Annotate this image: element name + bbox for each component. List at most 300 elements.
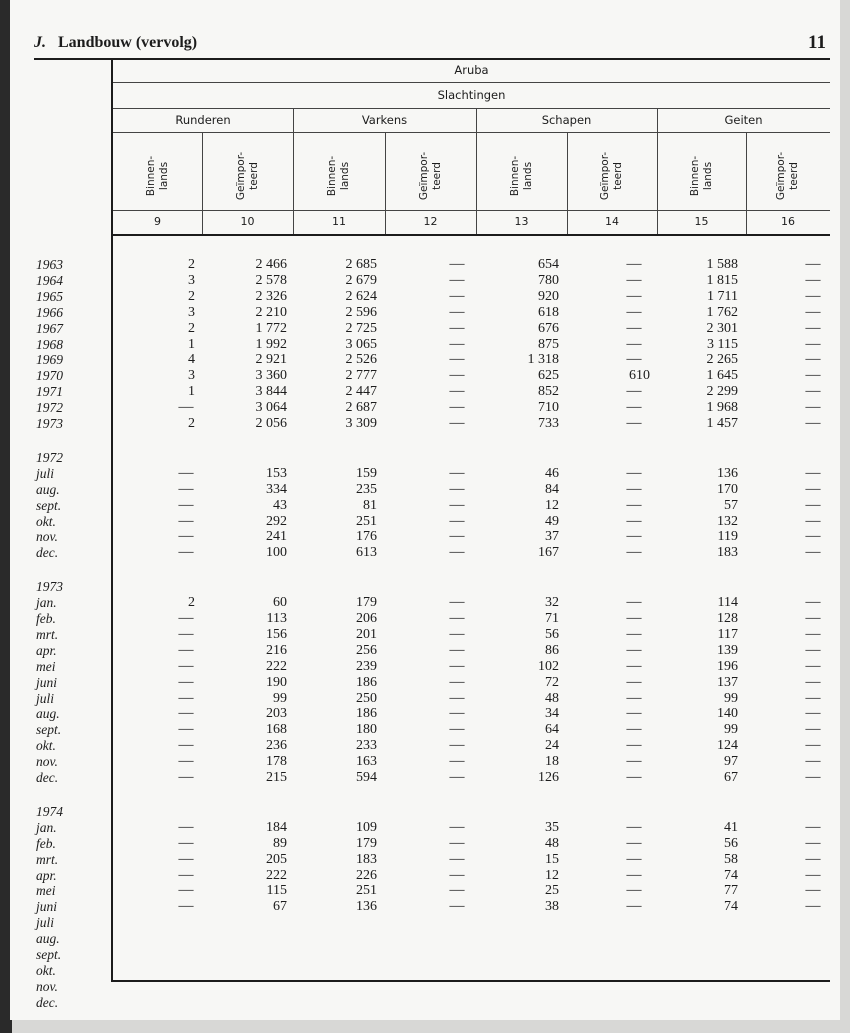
cell-dash-value: — bbox=[178, 480, 194, 497]
cell-value: 156 bbox=[266, 626, 287, 642]
cell-dash-value: — bbox=[178, 544, 194, 561]
cell-value: 875 bbox=[538, 336, 559, 352]
cell-dash-value: — bbox=[178, 625, 194, 642]
cell-value: 233 bbox=[356, 738, 377, 754]
cell-value: 3 064 bbox=[255, 400, 287, 416]
cell-value: 2 578 bbox=[255, 272, 287, 288]
cell-value: 251 bbox=[356, 513, 377, 529]
cell-value: 3 bbox=[188, 368, 195, 384]
cell-value: 196 bbox=[717, 658, 738, 674]
cell-dash-value: — bbox=[805, 287, 821, 304]
section-title: Landbouw (vervolg) bbox=[58, 34, 198, 51]
cell-value: 2 725 bbox=[345, 320, 377, 336]
cell-dash-value: — bbox=[805, 705, 821, 722]
column-number: 11 bbox=[332, 215, 346, 228]
cell-value: 920 bbox=[538, 288, 559, 304]
cell-value: 114 bbox=[717, 595, 738, 611]
cell-dash-value: — bbox=[449, 464, 465, 481]
cell-value: 654 bbox=[538, 257, 559, 272]
cell-value: 1 645 bbox=[706, 368, 738, 384]
cell-dash-value: — bbox=[178, 753, 194, 770]
cell-value: 236 bbox=[266, 738, 287, 754]
cell-value: 594 bbox=[356, 770, 377, 785]
row-label: 1973 bbox=[36, 416, 63, 431]
cell-value: 32 bbox=[545, 595, 559, 611]
row-label: 1965 bbox=[36, 288, 63, 304]
cell-value: 58 bbox=[724, 851, 738, 867]
cell-dash-value: — bbox=[805, 898, 821, 915]
row-label: juli bbox=[36, 465, 55, 481]
cell-value: 3 309 bbox=[345, 416, 377, 431]
cell-dash-value: — bbox=[626, 818, 642, 835]
cell-value: 38 bbox=[545, 899, 559, 915]
row-label: okt. bbox=[36, 962, 56, 978]
cell-dash-value: — bbox=[178, 818, 194, 835]
cell-dash-value: — bbox=[626, 415, 642, 431]
cell-value: 190 bbox=[266, 674, 287, 690]
cell-dash-value: — bbox=[805, 689, 821, 706]
cell-value: 1 bbox=[188, 336, 195, 352]
cell-dash-value: — bbox=[449, 641, 465, 658]
cell-value: 3 115 bbox=[707, 336, 738, 352]
row-label: 1971 bbox=[36, 384, 63, 400]
cell-value: 43 bbox=[273, 497, 287, 513]
cell-value: 15 bbox=[545, 851, 559, 867]
row-label: juni bbox=[36, 674, 58, 690]
cell-dash-value: — bbox=[805, 625, 821, 642]
cell-value: 128 bbox=[717, 611, 738, 626]
cell-dash-value: — bbox=[178, 610, 194, 626]
row-label: 1970 bbox=[36, 368, 63, 384]
cell-value: 4 bbox=[188, 352, 195, 368]
cell-dash-value: — bbox=[449, 769, 465, 785]
cell-value: 35 bbox=[545, 819, 559, 835]
sub-header: Binnen- lands bbox=[326, 155, 351, 197]
cell-dash-value: — bbox=[178, 528, 194, 545]
row-label: mrt. bbox=[36, 626, 59, 642]
cell-dash-value: — bbox=[805, 737, 821, 754]
page-header-title bbox=[34, 34, 197, 52]
cell-value: 2 596 bbox=[345, 304, 377, 320]
cell-value: 102 bbox=[538, 658, 559, 674]
cell-dash-value: — bbox=[626, 464, 642, 481]
cell-dash-value: — bbox=[178, 399, 194, 416]
cell-dash-value: — bbox=[178, 673, 194, 690]
cell-value: 12 bbox=[545, 867, 559, 883]
cell-dash-value: — bbox=[178, 882, 194, 899]
cell-dash-value: — bbox=[626, 351, 642, 368]
row-label: jan. bbox=[36, 819, 57, 835]
cell-value: 186 bbox=[356, 706, 377, 722]
cell-dash-value: — bbox=[449, 625, 465, 642]
cell-value: 618 bbox=[538, 304, 559, 320]
cell-dash-value: — bbox=[805, 512, 821, 529]
cell-dash-value: — bbox=[805, 256, 821, 272]
cell-value: 41 bbox=[724, 819, 738, 835]
cell-dash-value: — bbox=[805, 769, 821, 785]
cell-dash-value: — bbox=[178, 769, 194, 785]
cell-dash-value: — bbox=[805, 271, 821, 288]
cell-dash-value: — bbox=[449, 818, 465, 835]
cell-dash-value: — bbox=[449, 287, 465, 304]
cell-dash-value: — bbox=[626, 866, 642, 883]
cell-value: 100 bbox=[266, 545, 287, 561]
rule-header-bottom bbox=[113, 234, 830, 236]
cell-value: 1 815 bbox=[706, 272, 738, 288]
cell-value: 72 bbox=[545, 674, 559, 690]
rule-animals bbox=[113, 132, 830, 133]
cell-dash-value: — bbox=[178, 464, 194, 481]
cell-dash-value: — bbox=[626, 512, 642, 529]
cell-value: 176 bbox=[356, 529, 377, 545]
cell-value: 99 bbox=[724, 690, 738, 706]
cell-value: 99 bbox=[273, 690, 287, 706]
cell-value: 179 bbox=[356, 595, 377, 611]
cell-value: 137 bbox=[717, 674, 738, 690]
cell-dash-value: — bbox=[805, 866, 821, 883]
cell-dash-value: — bbox=[449, 367, 465, 384]
cell-dash-value: — bbox=[449, 480, 465, 497]
cell-dash-value: — bbox=[626, 256, 642, 272]
cell-value: 84 bbox=[545, 481, 559, 497]
cell-dash-value: — bbox=[626, 319, 642, 336]
cell-value: 1 992 bbox=[255, 336, 287, 352]
cell-value: 222 bbox=[266, 658, 287, 674]
cell-dash-value: — bbox=[805, 544, 821, 561]
cell-value: 203 bbox=[266, 706, 287, 722]
cell-dash-value: — bbox=[805, 383, 821, 400]
row-label: feb. bbox=[36, 611, 56, 626]
stub-rule bbox=[111, 60, 113, 980]
cell-value: 99 bbox=[724, 722, 738, 738]
cell-dash-value: — bbox=[805, 496, 821, 513]
column-number: 14 bbox=[605, 215, 619, 228]
cell-dash-value: — bbox=[805, 641, 821, 658]
cell-dash-value: — bbox=[449, 303, 465, 320]
sub-header: Geïmpor- teerd bbox=[234, 151, 260, 201]
cell-value: 625 bbox=[538, 368, 559, 384]
row-label: sept. bbox=[36, 722, 62, 738]
cell-dash-value: — bbox=[805, 464, 821, 481]
period-year-label: 1973 bbox=[36, 579, 63, 595]
cell-dash-value: — bbox=[449, 721, 465, 738]
row-label: mrt. bbox=[36, 851, 59, 867]
cell-value: 1 457 bbox=[706, 416, 738, 431]
row-label: dec. bbox=[36, 770, 59, 785]
cell-dash-value: — bbox=[626, 496, 642, 513]
cell-dash-value: — bbox=[805, 335, 821, 352]
cell-value: 1 711 bbox=[707, 288, 738, 304]
cell-value: 56 bbox=[724, 835, 738, 851]
cell-value: 57 bbox=[724, 497, 738, 513]
cell-dash-value: — bbox=[626, 673, 642, 690]
cell-value: 140 bbox=[717, 706, 738, 722]
row-label: nov. bbox=[36, 529, 58, 545]
cell-dash-value: — bbox=[178, 737, 194, 754]
cell-dash-value: — bbox=[805, 657, 821, 674]
cell-value: 2 301 bbox=[706, 320, 738, 336]
cell-value: 1 588 bbox=[706, 257, 738, 272]
cell-dash-value: — bbox=[449, 496, 465, 513]
row-label: 1969 bbox=[36, 352, 63, 368]
region-label: Aruba bbox=[454, 63, 489, 77]
cell-value: 3 bbox=[188, 304, 195, 320]
column-number: 12 bbox=[423, 215, 438, 228]
row-label: apr. bbox=[36, 867, 57, 883]
cell-dash-value: — bbox=[449, 882, 465, 899]
cell-value: 613 bbox=[356, 545, 377, 561]
cell-dash-value: — bbox=[805, 721, 821, 738]
cell-dash-value: — bbox=[805, 850, 821, 867]
cell-value: 206 bbox=[356, 611, 377, 626]
row-label: 1964 bbox=[36, 272, 63, 288]
cell-value: 2 326 bbox=[255, 288, 287, 304]
cell-dash-value: — bbox=[449, 271, 465, 288]
cell-dash-value: — bbox=[449, 705, 465, 722]
cell-dash-value: — bbox=[178, 834, 194, 851]
cell-value: 292 bbox=[266, 513, 287, 529]
cell-value: 2 265 bbox=[706, 352, 738, 368]
cell-value: 139 bbox=[717, 642, 738, 658]
period-year-label: 1974 bbox=[36, 803, 63, 819]
cell-dash-value: — bbox=[626, 528, 642, 545]
cell-dash-value: — bbox=[449, 528, 465, 545]
column-number: 10 bbox=[240, 215, 255, 228]
cell-value: 109 bbox=[356, 819, 377, 835]
cell-dash-value: — bbox=[805, 319, 821, 336]
cell-dash-value: — bbox=[805, 480, 821, 497]
cell-value: 113 bbox=[266, 611, 287, 626]
cell-value: 2 526 bbox=[345, 352, 377, 368]
cell-dash-value: — bbox=[626, 834, 642, 851]
cell-value: 117 bbox=[717, 626, 738, 642]
cell-dash-value: — bbox=[805, 594, 821, 611]
cell-value: 2 299 bbox=[706, 384, 738, 400]
column-number: 13 bbox=[514, 215, 529, 228]
cell-value: 184 bbox=[266, 819, 287, 835]
cell-value: 179 bbox=[356, 835, 377, 851]
period-year-label: 1972 bbox=[36, 449, 63, 465]
cell-value: 37 bbox=[545, 529, 559, 545]
cell-dash-value: — bbox=[805, 303, 821, 320]
rule-region bbox=[113, 82, 830, 83]
cell-value: 168 bbox=[266, 722, 287, 738]
cell-value: 167 bbox=[538, 545, 559, 561]
cell-value: 170 bbox=[717, 481, 738, 497]
cell-value: 2 bbox=[188, 257, 195, 272]
row-label: 1967 bbox=[36, 320, 63, 336]
cell-dash-value: — bbox=[805, 399, 821, 416]
cell-value: 71 bbox=[545, 611, 559, 626]
cell-value: 215 bbox=[266, 770, 287, 785]
cell-dash-value: — bbox=[449, 850, 465, 867]
cell-dash-value: — bbox=[805, 610, 821, 626]
animal-header: Varkens bbox=[361, 113, 408, 127]
cell-value: 48 bbox=[545, 835, 559, 851]
cell-value: 46 bbox=[545, 465, 559, 481]
cell-value: 2 210 bbox=[255, 304, 287, 320]
cell-value: 86 bbox=[545, 642, 559, 658]
cell-dash-value: — bbox=[178, 898, 194, 915]
column-number: 9 bbox=[154, 215, 161, 228]
cell-dash-value: — bbox=[178, 705, 194, 722]
cell-value: 2 056 bbox=[255, 416, 287, 431]
cell-value: 2 624 bbox=[345, 288, 377, 304]
sub-header: Binnen- lands bbox=[508, 155, 534, 197]
cell-value: 89 bbox=[273, 835, 287, 851]
cell-value: 250 bbox=[356, 690, 377, 706]
cell-dash-value: — bbox=[178, 641, 194, 658]
cell-dash-value: — bbox=[449, 415, 465, 431]
cell-value: 67 bbox=[273, 899, 287, 915]
cell-value: 733 bbox=[538, 416, 559, 431]
cell-dash-value: — bbox=[626, 271, 642, 288]
row-label: 1963 bbox=[36, 257, 63, 272]
cell-value: 186 bbox=[356, 674, 377, 690]
cell-dash-value: — bbox=[449, 383, 465, 400]
cell-value: 2 447 bbox=[345, 384, 377, 400]
row-label: 1972 bbox=[36, 400, 63, 416]
cell-value: 710 bbox=[538, 400, 559, 416]
cell-value: 119 bbox=[717, 529, 738, 545]
cell-dash-value: — bbox=[178, 850, 194, 867]
cell-dash-value: — bbox=[449, 399, 465, 416]
animal-header: Runderen bbox=[175, 113, 231, 127]
cell-dash-value: — bbox=[626, 721, 642, 738]
cell-dash-value: — bbox=[626, 625, 642, 642]
cell-dash-value: — bbox=[449, 610, 465, 626]
cell-value: 64 bbox=[545, 722, 559, 738]
cell-value: 2 687 bbox=[345, 400, 377, 416]
cell-dash-value: — bbox=[178, 721, 194, 738]
cell-value: 163 bbox=[356, 754, 377, 770]
cell-value: 241 bbox=[266, 529, 287, 545]
cell-dash-value: — bbox=[626, 737, 642, 754]
cell-dash-value: — bbox=[449, 335, 465, 352]
cell-dash-value: — bbox=[626, 850, 642, 867]
cell-value: 1 bbox=[188, 384, 195, 400]
cell-value: 1 318 bbox=[527, 352, 559, 368]
cell-dash-value: — bbox=[449, 594, 465, 611]
cell-value: 2 466 bbox=[255, 257, 287, 272]
group-label: Slachtingen bbox=[437, 88, 506, 102]
cell-value: 334 bbox=[266, 481, 287, 497]
row-label: mei bbox=[36, 883, 56, 899]
cell-dash-value: — bbox=[449, 673, 465, 690]
row-label: nov. bbox=[36, 754, 58, 770]
cell-value: 183 bbox=[356, 851, 377, 867]
cell-value: 216 bbox=[266, 642, 287, 658]
row-label: juli bbox=[36, 915, 55, 931]
cell-dash-value: — bbox=[626, 753, 642, 770]
cell-dash-value: — bbox=[805, 882, 821, 899]
cell-value: 34 bbox=[545, 706, 559, 722]
cell-dash-value: — bbox=[805, 367, 821, 384]
row-label: aug. bbox=[36, 481, 60, 497]
cell-dash-value: — bbox=[626, 705, 642, 722]
row-label: sept. bbox=[36, 947, 62, 962]
animal-header: Schapen bbox=[541, 113, 592, 127]
cell-dash-value: — bbox=[805, 818, 821, 835]
cell-dash-value: — bbox=[449, 544, 465, 561]
cell-value: 256 bbox=[356, 642, 377, 658]
cell-value: 780 bbox=[538, 272, 559, 288]
cell-value: 2 685 bbox=[345, 257, 377, 272]
cell-value: 56 bbox=[545, 626, 559, 642]
cell-dash-value: — bbox=[626, 480, 642, 497]
cell-dash-value: — bbox=[626, 641, 642, 658]
cell-value: 126 bbox=[538, 770, 559, 785]
row-label: juni bbox=[36, 899, 58, 915]
sub-header: Binnen- lands bbox=[688, 155, 714, 197]
cell-value: 852 bbox=[538, 384, 559, 400]
cell-dash-value: — bbox=[178, 512, 194, 529]
cell-value: 226 bbox=[356, 867, 377, 883]
cell-dash-value: — bbox=[449, 657, 465, 674]
cell-value: 12 bbox=[545, 497, 559, 513]
cell-dash-value: — bbox=[626, 898, 642, 915]
cell-value: 124 bbox=[717, 738, 738, 754]
cell-dash-value: — bbox=[626, 399, 642, 416]
cell-value: 74 bbox=[724, 867, 738, 883]
sub-header: Geïmpor- teerd bbox=[417, 151, 443, 201]
cell-dash-value: — bbox=[626, 882, 642, 899]
cell-value: 2 bbox=[188, 320, 195, 336]
cell-value: 1 772 bbox=[255, 320, 287, 336]
cell-dash-value: — bbox=[449, 689, 465, 706]
cell-dash-value: — bbox=[805, 415, 821, 431]
cell-value: 136 bbox=[356, 899, 377, 915]
row-label: aug. bbox=[36, 931, 60, 947]
cell-value: 77 bbox=[724, 883, 738, 899]
cell-value: 2 bbox=[188, 595, 195, 611]
cell-dash-value: — bbox=[805, 351, 821, 368]
cell-value: 235 bbox=[356, 481, 377, 497]
cell-dash-value: — bbox=[449, 351, 465, 368]
row-label: apr. bbox=[36, 642, 57, 658]
cell-value: 251 bbox=[356, 883, 377, 899]
row-label: nov. bbox=[36, 978, 58, 994]
row-label: 1966 bbox=[36, 304, 63, 320]
cell-value: 25 bbox=[545, 883, 559, 899]
cell-dash-value: — bbox=[449, 737, 465, 754]
row-label: 1968 bbox=[36, 336, 63, 352]
cell-value: 74 bbox=[724, 899, 738, 915]
cell-value: 3 360 bbox=[255, 368, 287, 384]
cell-value: 18 bbox=[545, 754, 559, 770]
sub-header: Binnen- lands bbox=[144, 155, 170, 197]
page-number: 11 bbox=[808, 32, 826, 53]
sub-header: Geïmpor- teerd bbox=[775, 151, 800, 201]
rule-colnums bbox=[113, 210, 830, 211]
row-label: mei bbox=[36, 658, 56, 674]
cell-dash-value: — bbox=[178, 689, 194, 706]
column-number: 16 bbox=[781, 215, 795, 228]
column-number: 15 bbox=[694, 215, 709, 228]
cell-dash-value: — bbox=[805, 673, 821, 690]
top-rule bbox=[34, 58, 830, 60]
row-label: dec. bbox=[36, 994, 59, 1010]
sub-header: Geïmpor- teerd bbox=[599, 151, 624, 201]
cell-dash-value: — bbox=[178, 496, 194, 513]
cell-dash-value: — bbox=[626, 689, 642, 706]
cell-dash-value: — bbox=[805, 528, 821, 545]
cell-dash-value: — bbox=[449, 834, 465, 851]
cell-value: 2 bbox=[188, 288, 195, 304]
cell-dash-value: — bbox=[626, 769, 642, 785]
cell-value: 183 bbox=[717, 545, 738, 561]
cell-value: 48 bbox=[545, 690, 559, 706]
